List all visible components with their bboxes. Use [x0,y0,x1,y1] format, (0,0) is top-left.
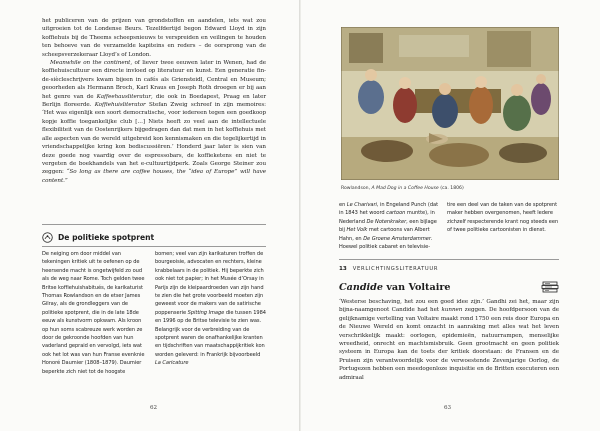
article-body [339,298,559,382]
text-run: , die ook in Boedapest, Praag en later Berlijn floreerde. [42,93,266,109]
text-run: Rowlandson, [341,186,372,191]
text-run: het publiceren van de prijzen van grondstoffen en aandelen, iets wat zou uitgroeien tot de Londense Beurs. Tezelfdertijd begon Edward Lloyd in zijn koffiehuis bij de Theems scheepsnieuws te verspreiden en veilingen te houden ten behoeve van de verzamelde kapiteins en reders – de oorsprong van de scheepsverzekeraar Lloyd’s of London. [42,18,266,58]
box-column-2-text [155,250,266,368]
text-run: muntte), in Nederland [339,210,435,225]
article-title-rest: van Voltaire [383,281,451,293]
page-number-right: 63 [444,405,452,411]
body-paragraph [42,59,266,185]
text-run: en [339,202,347,208]
continued-column-2-text: tire een deel van de taken van de spotprent maker hebben overgenomen, heeft ledere zichzelf respecterende krant nog steeds een of twee politieke cartoonisten in dienst. [447,202,559,234]
italic-run: Het Volk [346,227,368,234]
article-title [339,282,451,293]
italic-run: Meanwhile on the continent [50,60,131,67]
box-heading-rule [42,246,266,247]
figure-caption [341,186,571,191]
text-run: . Hoewel politiek cabaret en televisie- [339,235,433,251]
body-paragraph [42,17,266,59]
illustration-artwork [341,27,559,180]
article-title-italic: Candide [339,281,383,293]
book-stack-icon [541,281,559,293]
italic-run: “So long as there are coffee houses, the “idea of Europe” will have content.” [42,169,266,184]
left-page-body [42,17,266,185]
italic-run: Kaffeehausliteratur [96,93,152,100]
italic-run: La Caricature [155,360,189,367]
section-label: VERLICHTINGSLITERATUUR [352,266,439,272]
italic-run: De Groene Amsterdammer [363,235,431,242]
italic-run: Le Charivari [346,202,377,208]
text-run: met cartoons van Albert Hahn, en [339,227,430,242]
article-title-row [339,279,559,295]
sidebar-box-heading [42,230,266,244]
text-run: Stefan Zweig schreef in zijn memoires: ‘Het was eigenlijk een soort democratische, voor iedereen tegen een goedkoop kopje koffie toegankelijke club […] Niets heeft zo veel aan de intellectuele flexibiliteit van de Oostenrijkers bijgedragen dan dat men in het koffiehuis met alle aspecten van de wereld uitgebreid kon kennismaken en die tegelijkertijd in vriendschappelijke kring kon bediscussiëren.’ Honderd jaar later is sien van deze goede nog vaardig over de espressobars, de koffieketens en niet te vergeten de boekhandels van het e-cultuurtijdperk. Zoals George Steiner zou zeggen: [42,102,266,176]
italic-run: Koffiehuisliterator [94,102,146,109]
text-run: , een bijlage bij [339,218,437,234]
text-run: die tussen 1984 en 1996 op de Britse televisie te zien was. Belangrijk voor de verbreiding van de spotprent waren de onafhankelijke kranten en tijdschriften van maatschappijkritiek kon worden geleverd: in Frankrijk bijvoorbeeld [155,309,266,358]
text-run: , of liever twee eeuwen later in Wenen, had de koffiehuiscultuur een directe invloed op literatuur en kunst. Een generatie fin-de-siècleschrijvers kwam bijeen in cafés als Griensteidl, Central en Museum; geoorheden als Hermann Broch, Karl Kraus en Joseph Roth droegen er bij aan het genre van de [42,60,266,100]
box-column-1-text: De neiging om door middel van tekeningen kritiek uit te oefenen op de heersende macht is ongetwijfeld zo oud als de weg naar Rome. Toch gelden twee Britse koffiehuishabitués, de karikaturist Thomas Rowlandson en de etser James Gilray, als de grondleggers van de politieke spotprent, die in de late 18de eeuw als kunstvorm opkwam. Als kroon op hun soms scabreuze werk worden ze door de gekroonde hoofden van hun vaderland gepraid en vervolgd, iets wat ook het lot was van hun Franse evenknie Honoré Daumier (1808–1879). Daumier beperkte zich niet tot de hoogste [42,251,145,375]
box-column-1 [42,250,147,376]
italic-run: cartoon [386,210,406,217]
italic-run: Spitting Image [187,309,225,316]
text-run: , in Engeland Punch (dat in 1843 het woord [339,202,439,217]
section-number: 13 [339,266,347,272]
section-rule [339,259,559,260]
page-number-left: 62 [150,405,158,411]
political-cartoon-icon [42,232,53,243]
left-page [0,0,299,431]
text-run: (ca. 1806) [438,186,464,191]
italic-run: De Notenkraker [366,218,407,225]
italic-run: A Mad Dog in a Coffee House [371,186,439,191]
coffeehouse-illustration [341,27,559,180]
box-column-2 [155,250,266,368]
text-run: ‘Westerse beschaving, het zou een goed idee zijn.’ Gandhi zei het, maar zijn bijna-naamgenoot Candide had het [339,299,559,314]
section-heading [339,266,438,272]
text-run: bomen; veel van zijn karikaturen troffen de bourgeoisie, advocaten en rechters, kleine krabbelaars in de politiek. Hij beperkte zich ook niet tot papier; in het Musée d’Orsay in Parijs zijn de kleipaardroeden van zijn hand te zien die het grote voorbeeld moeten zijn geweest voor de makers van de satirische poppenserie [155,251,264,316]
box-title: De politieke spotprent [58,232,155,242]
article-paragraph [339,298,559,382]
continued-column-1-text [339,201,441,251]
continued-column-1 [339,201,441,251]
italic-run: kunnen [441,307,463,314]
text-run: zeggen. De hoofdpersoon van de gelijknamige vertelling van Voltaire maakt rond 1750 een reis door Europa en de Nieuwe Wereld en komt onzacht in aanraking met alles wat het leven verschrikkelijk maakt: oorlogen, epidemieën, natuurrampen, menselijke wreedheid, onrecht en machtsmisbruik. Geen grootmacht en geen politiek systeem in Europa kan de toets der kritiek doorstaan: de Fransen en de Pruisen zijn verantwoordelijk voor de verwoestende Zevenjarige Oorlog, de Portugezen hebben een meedogenloze inquisitie en de Britten executeren een admiraal [339,307,559,381]
box-top-rule [42,224,266,225]
continued-column-2 [447,201,559,235]
